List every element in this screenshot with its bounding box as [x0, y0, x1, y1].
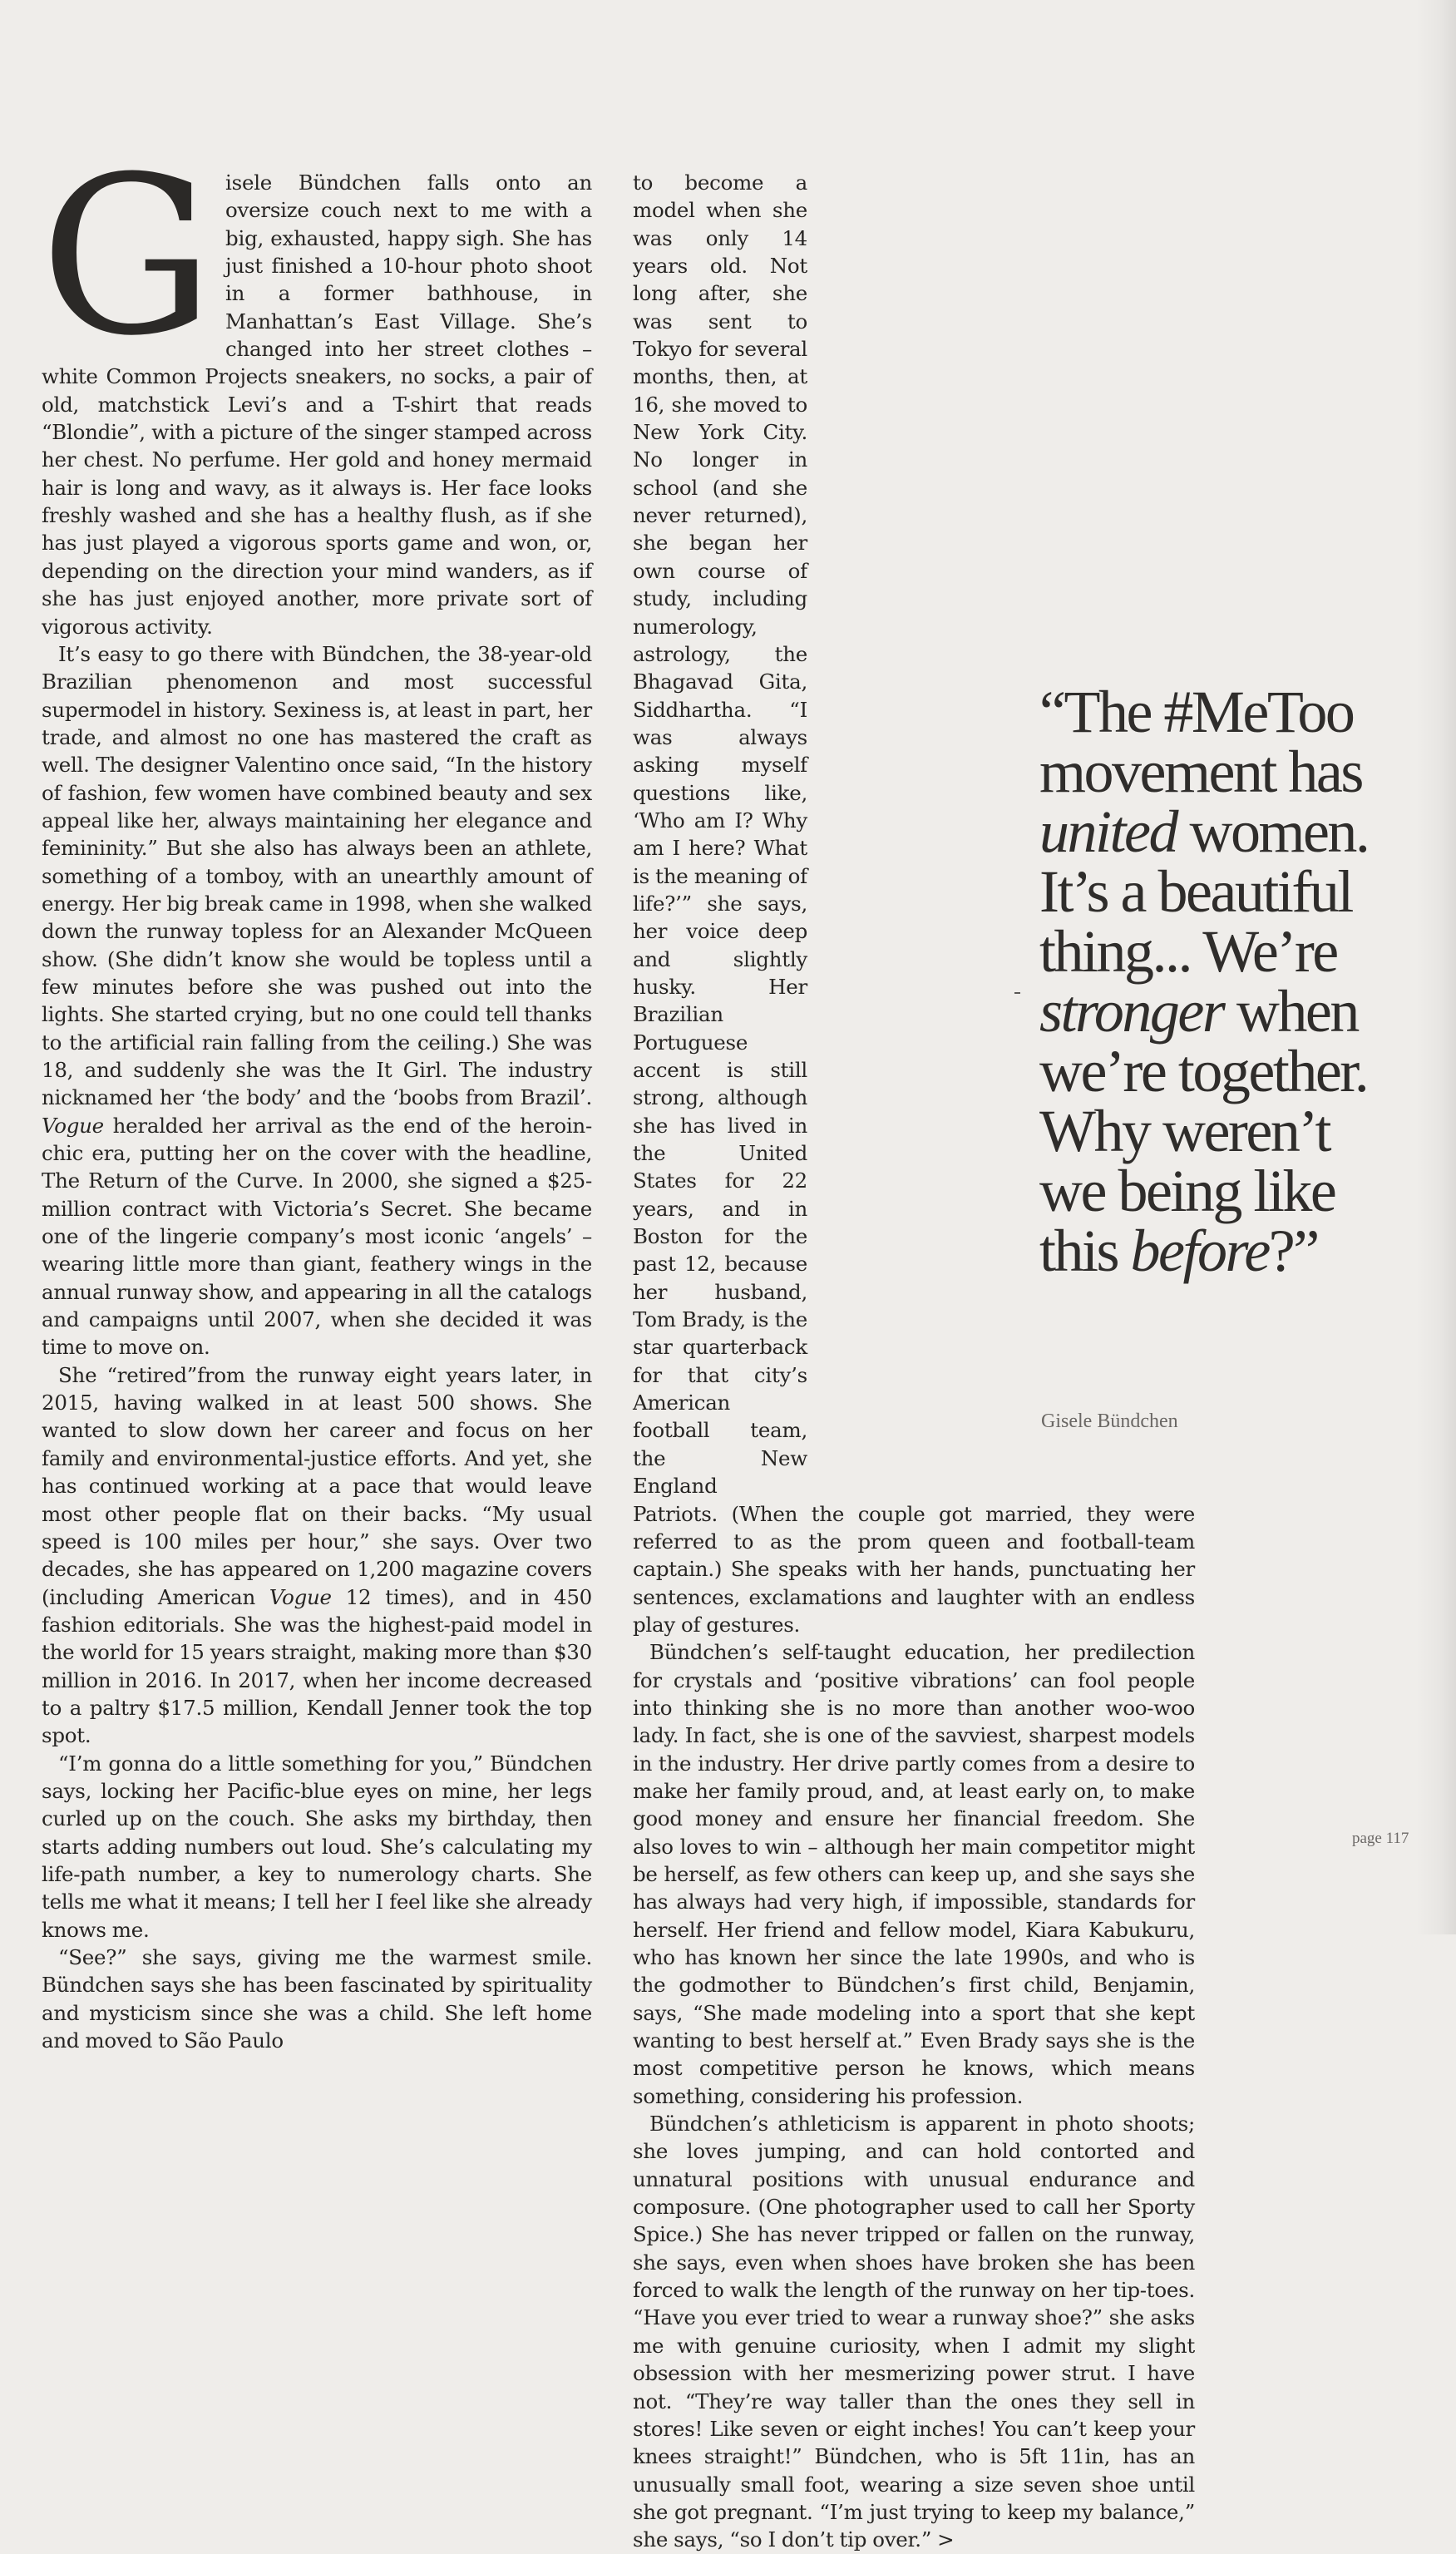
article-paragraph: Bündchen’s self-taught education, her predilection for crystals and ‘positive vibrations’ can fool people into thinking she is no more than another woo-woo lady. In fact, she is one of the savviest, sharpest models in the industry. Her drive partly comes from a desire to make her family proud, and, at least early on, to make good money and ensure her financial freedom. She also loves to win – although her main competitor might be herself, as few others can keep up, and she says she has always had very high, if impossible, standards for herself. Her friend and fellow model, Kiara Kabukuru, who has known her since the late 1990s, and who is the godmother to Bündchen’s first child, Benjamin, says, “She made modeling into a sport that she kept wanting to best herself at.” Even Brady says she is the most competitive person he knows, which means something, considering his profession.	[633, 1640, 1195, 2108]
pull-quote-text: “The #MeToo movement has	[1039, 679, 1362, 805]
article-column-left	[40, 130, 593, 2054]
pull-quote	[1039, 679, 1405, 1284]
article-column-right	[633, 169, 1195, 2554]
pull-quote-text: women. It’s a beautiful thing... We’re	[1039, 798, 1369, 985]
drop-cap: G	[40, 130, 215, 383]
magazine-title: Vogue	[269, 1584, 332, 1609]
paragraph-text: isele Bündchen falls onto an oversize couch next to me with a big, exhausted, happy sigh. She has just finished a 10-hour photo shoot in a former bathhouse, in Manhattan’s East Village. She’s changed into her street clothes – white Common Projects sneakers, no socks, a pair of old, matchstick Levi’s and a T-shirt that reads “Blondie”, with a picture of the singer stamped across her chest. No perfume. Her gold and honey mermaid hair is long and wavy, as it always is. Her face looks freshly washed and she has a healthy flush, as if she has just played a vigorous sports game and won, or, depending on the direction your mind wanders, as if she has just enjoyed another, more private sort of vigorous activity.	[42, 170, 592, 639]
article-paragraph: “I’m gonna do a little something for you,” Bündchen says, locking her Pacific-blue eyes on mine, her legs curled up on the couch. She asks my birthday, then starts adding numbers out loud. She’s calculating my life-path number, a key to numerology charts. She tells me what it means; I tell her I feel like she already knows me.	[42, 1751, 592, 1942]
page-number: page 117	[1352, 1830, 1409, 1847]
article-paragraph	[42, 640, 592, 1361]
pull-quote-emphasis: stronger	[1039, 978, 1224, 1045]
magazine-title: Vogue	[42, 1113, 104, 1138]
article-paragraph: Bündchen’s athleticism is apparent in photo shoots; she loves jumping, and can hold contorted and unnatural positions with unusual endurance and composure. (One photographer used to call her Sporty Spice.) She has never tripped or fallen on the runway, she says, even when shoes have broken she has been forced to walk the length of the runway on her tip-toes. “Have you ever tried to wear a runway shoe?” she asks me with genuine curiosity, when I admit my slight obsession with her mesmerizing power strut. I have not. “They’re way taller than the ones they sell in stores! Like seven or eight inches! You can’t keep your knees straight!” Bündchen, who is 5ft 11in, has an unusually small foot, wearing a size seven shoe until she got pregnant. “I’m just trying to keep my balance,” she says, “so I don’t tip over.” >	[633, 2112, 1195, 2552]
pull-quote-text: ?”	[1268, 1218, 1318, 1284]
paragraph-text: It’s easy to go there with Bündchen, the 38-year-old Brazilian phenomenon and most successful supermodel in history. Sexiness is, at least in part, her trade, and almost no one has mastered the craft as well. The designer Valentino once said, “In the history of fashion, few women have combined beauty and sex appeal like her, always maintaining her elegance and femininity.” But she also has always been an athlete, something of a tomboy, with an unearthly amount of energy. Her big break came in 1998, when she walked down the runway topless for an Alexander McQueen show. (She didn’t know she would be topless until a few minutes before she was pushed out into the lights. She started crying, but no one could tell thanks to the artificial rain falling from the ceiling.) She was 18, and suddenly she was the It Girl. The industry nicknamed her ‘the body’ and the ‘boobs from Brazil’.	[42, 641, 592, 1110]
paragraph-text: She “retired”from the runway eight years later, in 2015, having walked in at least 500 shows. She wanted to slow down her career and focus on her family and environmental-justice efforts. And yet, she has continued working at a pace that would leave most other people flat on their backs. “My usual speed is 100 miles per hour,” she says. Over two decades, she has appeared on 1,200 magazine covers (including American	[42, 1362, 592, 1609]
pull-quote-emphasis: united	[1039, 798, 1177, 865]
article-paragraph: “See?” she says, giving me the warmest smile. Bündchen says she has been fascinated by spirituality and mysticism since she was a child. She left home and moved to São Paulo	[42, 1945, 592, 2053]
paragraph-text: 12 times), and in 450 fashion editorials. She was the highest-paid model in the world for 15 years straight, making more than $30 million in 2016. In 2017, when her income decreased to a paltry $17.5 million, Kendall Jenner took the top spot.	[42, 1584, 593, 1748]
article-paragraph	[42, 1361, 592, 1750]
pull-quote-emphasis: before	[1130, 1218, 1269, 1284]
stray-mark	[1014, 992, 1020, 994]
article-paragraph: to become a model when she was only 14 years old. Not long after, she was sent to Tokyo for several months, then, at 16, she moved to New York City. No longer in school (and she never returned), she began her own course of study, including numerology, astrology, the Bhagavad Gita, Siddhartha. “I was always asking myself questions like, ‘Who am I? Why am I here? What is the meaning of life?’” she says, her voice deep and slightly husky. Her Brazilian Portuguese accent is still strong, although she has lived in the United States for 22 years, and in Boston for the past 12, because her husband, Tom Brady, is the star quarterback for that city’s American football team, the New England Patriots. (When the couple got married, they were referred to as the prom queen and football-team captain.) She speaks with her hands, punctuating her sentences, exclamations and laughter with an endless play of gestures.	[633, 170, 1195, 1637]
paragraph-text: heralded her arrival as the end of the heroin-chic era, putting her on the cover with the headline, The Return of the Curve. In 2000, she signed a $25-million contract with Victoria’s Secret. She became one of the lingerie company’s most iconic ‘angels’ – wearing little more than giant, feathery wings in the annual runway show, and appearing in all the catalogs and campaigns until 2007, when she decided it was time to move on.	[42, 1113, 592, 1360]
pull-quote-attribution: Gisele Bündchen	[1041, 1410, 1178, 1432]
page-edge-shadow	[1416, 0, 1456, 1934]
pull-quote-text: when we’re together. Why weren’t we being like this	[1039, 978, 1368, 1284]
article-paragraph	[40, 130, 592, 640]
